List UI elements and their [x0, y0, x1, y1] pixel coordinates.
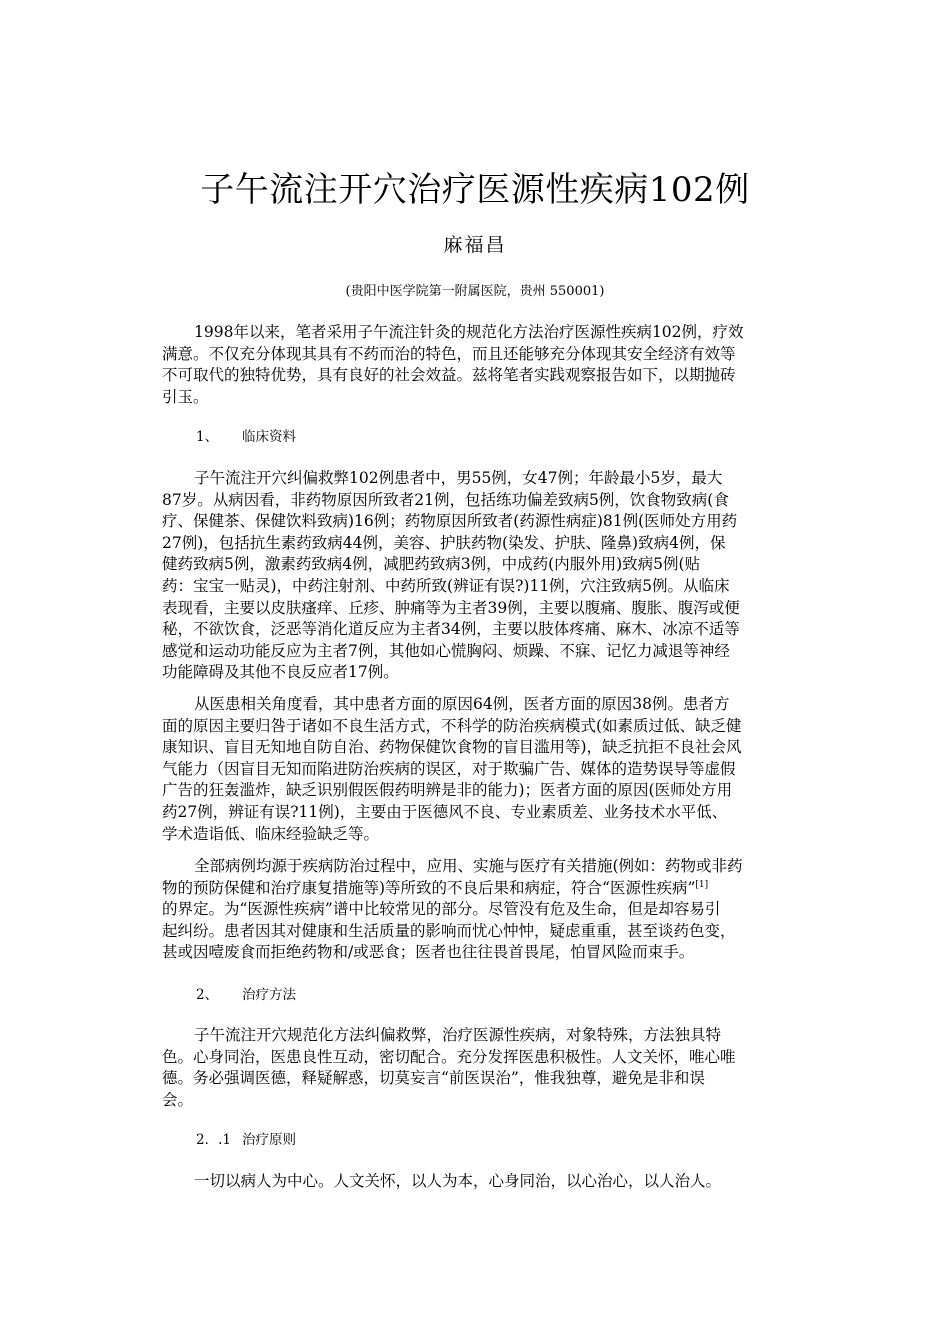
- text-line: 物的预防保健和治疗康复措施等)等所致的不良后果和病症，符合“医源性疾病”[1]: [162, 878, 709, 897]
- section-number: 1、: [196, 429, 219, 445]
- text-line: 感觉和运动功能反应为主者7例，其他如心慌胸闷、烦躁、不寐、记忆力减退等神经: [162, 641, 730, 660]
- section-heading-treatment-principle: [196, 1131, 296, 1149]
- text-line: 子午流注开穴纠偏救弊102例患者中，男55例，女47例；年龄最小5岁，最大: [194, 469, 723, 487]
- text-line: 不可取代的独特优势，具有良好的社会效益。兹将笔者实践观察报告如下，以期抛砖: [162, 366, 736, 385]
- text-line: 疗、保健茶、保健饮料致病)16例；药物原因所致者(药源性病症)81例(医师处方用药: [162, 512, 738, 531]
- clinical-data-paragraph: [162, 468, 788, 684]
- section-title: 治疗原则: [242, 1132, 296, 1148]
- text-line: 色。心身同治，医患良性互动，密切配合。充分发挥医患积极性。人文关怀，唯心唯: [162, 1047, 736, 1066]
- text-line: 学术造诣低、临床经验缺乏等。: [162, 824, 380, 843]
- intro-paragraph: [162, 322, 788, 408]
- text-line: 一切以病人为中心。人文关怀，以人为本，心身同治，以心治心，以人治人。: [194, 1172, 722, 1190]
- document-title: 子午流注开穴治疗医源性疾病102例: [200, 170, 750, 210]
- author-name: 麻福昌: [443, 234, 507, 256]
- text-line: 子午流注开穴规范化方法纠偏救弊，治疗医源性疾病，对象特殊，方法独具特: [194, 1026, 722, 1044]
- text-line: 秘，不欲饮食，泛恶等消化道反应为主者34例，主要以肢体疼痛、麻木、冰凉不适等: [162, 620, 740, 639]
- iatrogenic-definition-paragraph: [162, 856, 788, 964]
- text-line: 1998年以来，笔者采用子午流注针灸的规范化方法治疗医源性疾病102例，疗效: [194, 323, 744, 341]
- author-affiliation: (贵阳中医学院第一附属医院，贵州 550001): [345, 284, 605, 299]
- text-line: 德。务必强调医德，释疑解惑，切莫妄言“前医误治”，惟我独尊，避免是非和误: [162, 1069, 705, 1088]
- treatment-method-paragraph: [162, 1025, 788, 1111]
- reference-marker: [1]: [695, 879, 709, 890]
- treatment-principle-paragraph: [162, 1171, 788, 1193]
- section-heading-clinical-data: [196, 428, 296, 446]
- text-line: 会。: [162, 1090, 194, 1109]
- section-title: 临床资料: [242, 429, 296, 445]
- section-number: 2、: [196, 987, 219, 1003]
- text-line: 药：宝宝一贴灵)，中药注射剂、中药所致(辨证有误?)11例，穴注致病5例。从临床: [162, 576, 730, 595]
- text-line: 广告的狂轰滥炸，缺乏识别假医假药明辨是非的能力)；医者方面的原因(医师处方用: [162, 781, 733, 800]
- text-line: 康知识、盲目无知地自防自治、药物保健饮食物的盲目滥用等)，缺乏抗拒不良社会风: [162, 738, 742, 757]
- text-line: 起纠纷。患者因其对健康和生活质量的影响而忧心忡忡，疑虑重重，甚至谈药色变，: [162, 921, 736, 940]
- text-line: 的界定。为“医源性疾病”谱中比较常见的部分。尽管没有危及生命，但是却容易引: [162, 900, 721, 919]
- text-line: 功能障碍及其他不良反应者17例。: [162, 663, 399, 682]
- text-line: 甚或因噎废食而拒绝药物和/或恶食；医者也往往畏首畏尾，怕冒风险而束手。: [162, 943, 695, 962]
- text-line: 满意。不仅充分体现其具有不药而治的特色，而且还能够充分体现其安全经济有效等: [162, 344, 736, 363]
- text-line: 27例)，包括抗生素药致病44例，美容、护肤药物(染发、护肤、隆鼻)致病4例，保: [162, 533, 726, 552]
- text-line: 药27例，辨证有误?11例)，主要由于医德风不良、专业素质差、业务技术水平低、: [162, 802, 728, 821]
- text-line: 全部病例均源于疾病防治过程中，应用、实施与医疗有关措施(例如：药物或非药: [194, 857, 743, 875]
- text-line: 面的原因主要归咎于诸如不良生活方式，不科学的防治疾病模式(如素质过低、缺乏健: [162, 716, 742, 735]
- section-number: 2．.1: [196, 1132, 231, 1148]
- text-line: 表现看，主要以皮肤瘙痒、丘疹、肿痛等为主者39例，主要以腹痛、腹胀、腹泻或便: [162, 598, 740, 617]
- doctor-patient-paragraph: [162, 694, 788, 845]
- text-line: 健药致病5例，激素药致病4例，减肥药致病3例，中成药(内服外用)致病5例(贴: [162, 555, 701, 574]
- section-heading-treatment-method: [196, 986, 296, 1004]
- text-line: 87岁。从病因看，非药物原因所致者21例，包括练功偏差致病5例，饮食物致病(食: [162, 490, 729, 509]
- text-line: 从医患相关角度看，其中患者方面的原因64例，医者方面的原因38例。患者方: [194, 695, 730, 713]
- text-line: 气能力（因盲目无知而陷进防治疾病的误区，对于欺骗广告、媒体的造势误导等虚假: [162, 759, 736, 778]
- section-title: 治疗方法: [242, 987, 296, 1003]
- text-line: 引玉。: [162, 387, 209, 406]
